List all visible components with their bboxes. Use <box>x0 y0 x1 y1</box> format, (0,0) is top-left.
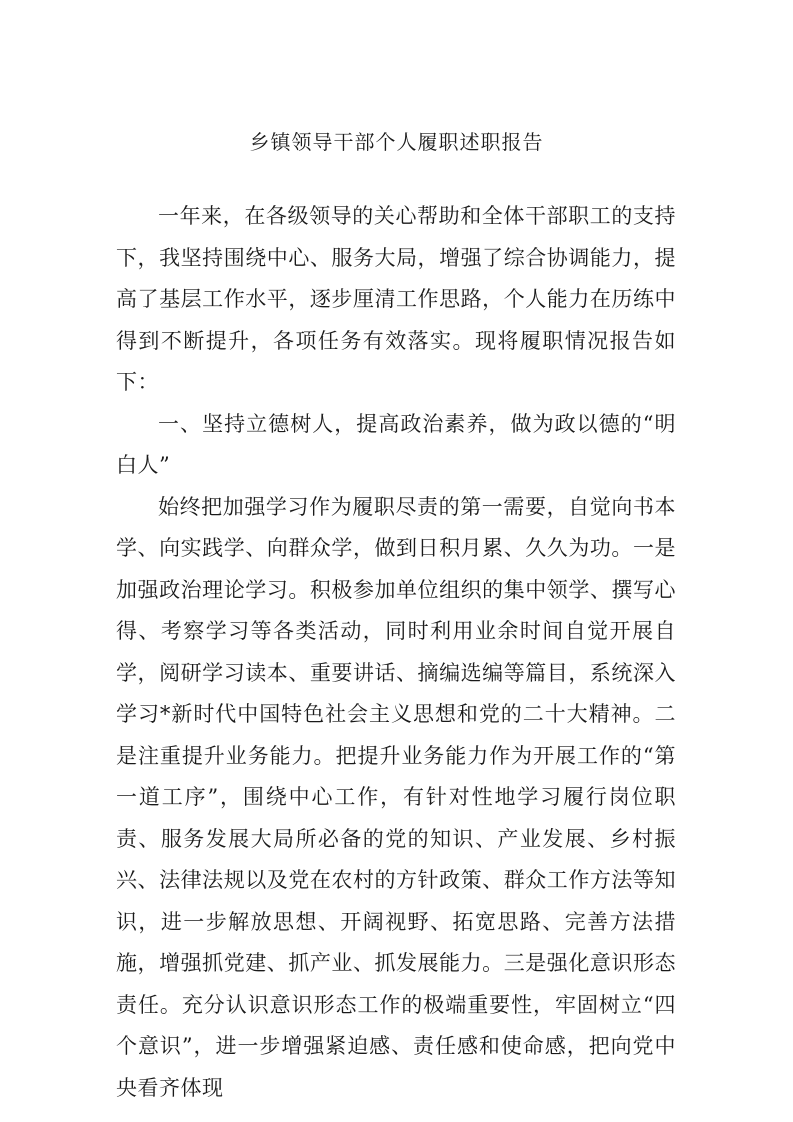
section-heading-1: 一、坚持立德树人，提高政治素养，做为政以德的“明白人” <box>116 411 676 477</box>
document-title: 乡镇领导干部个人履职述职报告 <box>249 130 544 154</box>
section-1-paragraph: 始终把加强学习作为履职尽责的第一需要，自觉向书本学、向实践学、向群众学，做到日积月累、久久为功。一是加强政治理论学习。积极参加单位组织的集中领学、撰写心得、考察学习等各类活动，同时利用业余时间自觉开展自学，阅研学习读本、重要讲话、摘编选编等篇目，系统深入学习*新时代中国特色社会主义思想和党的二十大精神。二是注重提升业务能力。把提升业务能力作为开展工作的“第一道工序”，围绕中心工作，有针对性地学习履行岗位职责、服务发展大局所必备的党的知识、产业发展、乡村振兴、法律法规以及党在农村的方针政策、群众工作方法等知识，进一步解放思想、开阔视野、拓宽思路、完善方法措施，增强抓党建、抓产业、抓发展能力。三是强化意识形态责任。充分认识意识形态工作的极端重要性，牢固树立“四个意识”，进一步增强紧迫感、责任感和使命感，把向党中央看齐体现 <box>116 494 676 1100</box>
document-body <box>116 196 676 1109</box>
intro-paragraph: 一年来，在各级领导的关心帮助和全体干部职工的支持下，我坚持围绕中心、服务大局，增强了综合协调能力，提高了基层工作水平，逐步厘清工作思路，个人能力在历练中得到不断提升，各项任务有效落实。现将履职情况报告如下： <box>116 204 676 394</box>
